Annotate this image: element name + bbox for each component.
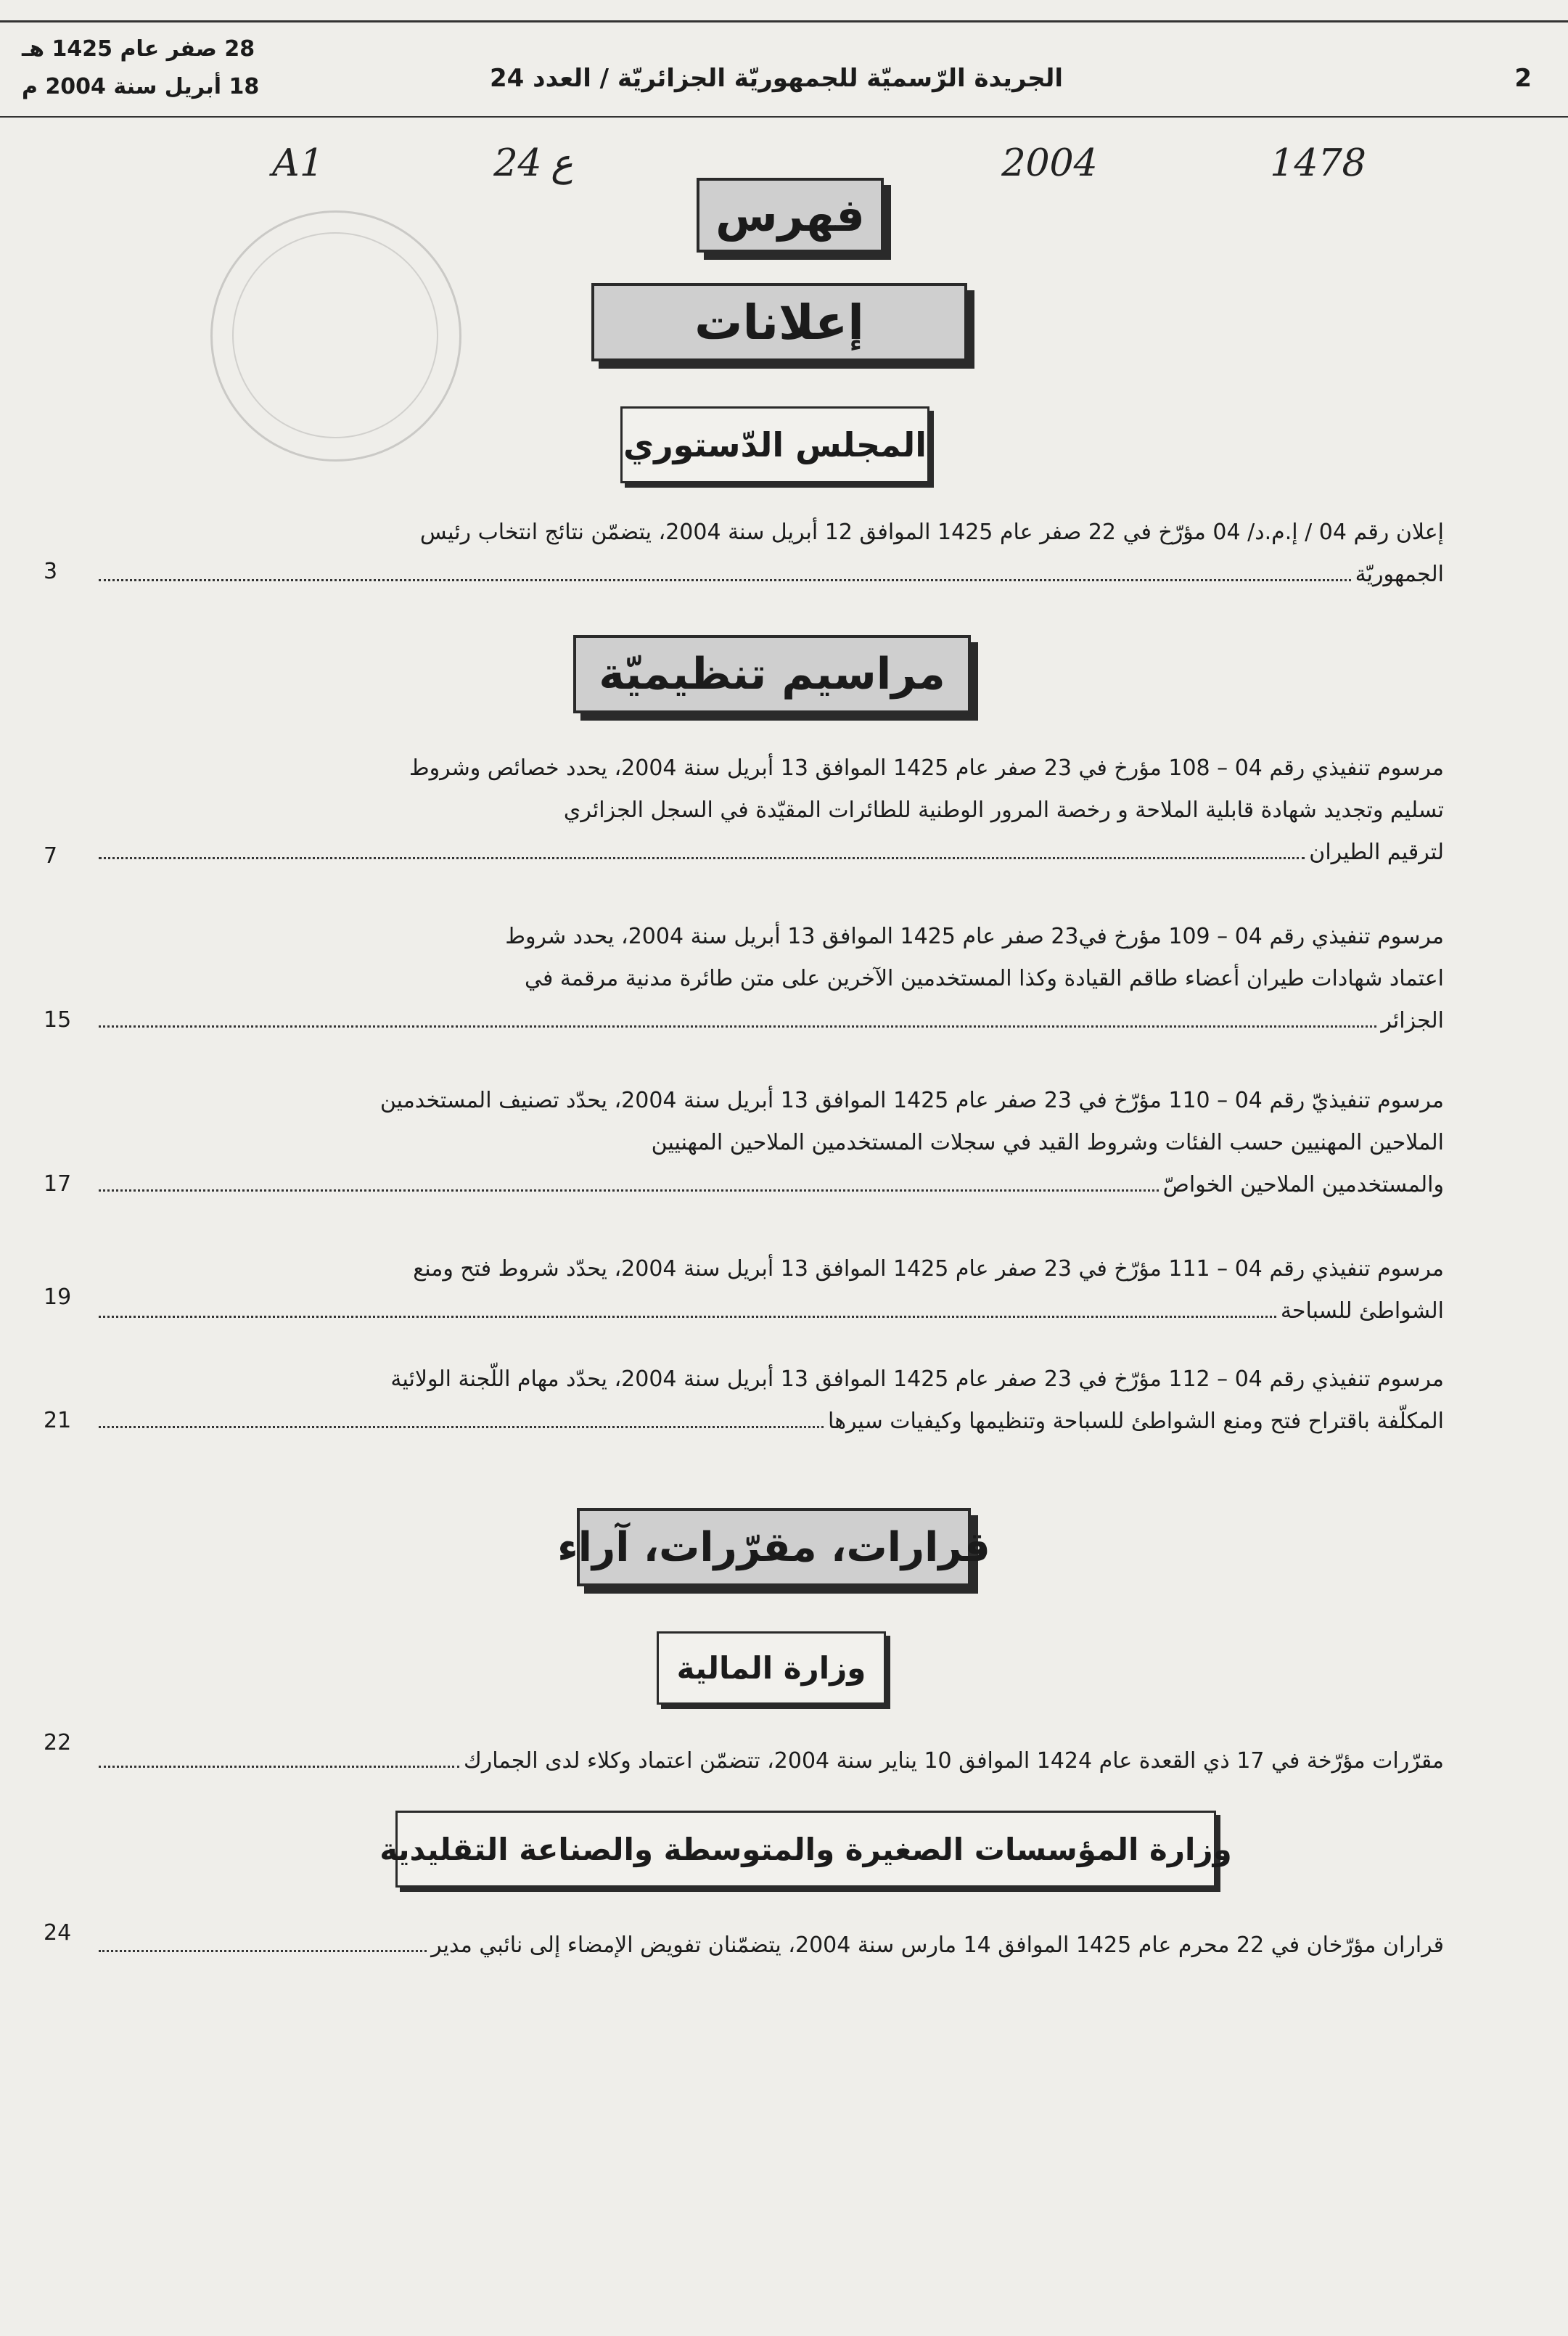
entry-line: الملاحين المهنيين حسب الفئات وشروط القيد في سجلات المستخدمين الملاحين المهنيين	[651, 1130, 1444, 1155]
entry-decree-112	[94, 1358, 1444, 1443]
entry-last-line	[94, 1740, 1444, 1782]
entry-tail: قراران مؤرّخان في 22 محرم عام 1425 الموافق 14 مارس سنة 2004، يتضمّنان تفويض الإمضاء إلى نائبي مدير	[431, 1933, 1444, 1958]
entry-sme-decisions	[94, 1925, 1444, 1967]
entry-line: مرسوم تنفيذي رقم 04 – 111 مؤرّخ في 23 صفر عام 1425 الموافق 13 أبريل سنة 2004، يحدّد شروط فتح ومنع	[413, 1256, 1444, 1282]
entry-line: مرسوم تنفيذي رقم 04 – 109 مؤرخ في23 صفر عام 1425 الموافق 13 أبريل سنة 2004، يحدد شروط	[505, 924, 1444, 949]
toc-title: فهرس	[697, 178, 884, 253]
dot-leader	[99, 1950, 427, 1952]
entry-decree-111	[94, 1248, 1444, 1332]
dot-leader	[99, 1025, 1376, 1028]
entry-decree-108	[94, 747, 1444, 874]
dot-leader	[99, 579, 1351, 581]
entry-last-line	[94, 1164, 1444, 1206]
subsection-title-ministry-sme: وزارة المؤسسات الصغيرة والمتوسطة والصناعة التقليدية	[395, 1811, 1216, 1888]
journal-title: الجريدة الرّسميّة للجمهوريّة الجزائريّة / العدد 24	[489, 64, 1063, 93]
entry-line: مرسوم تنفيذيّ رقم 04 – 110 مؤرّخ في 23 صفر عام 1425 الموافق 13 أبريل سنة 2004، يحدّد تصنيف المستخدمين	[379, 1088, 1444, 1113]
entry-line: اعتماد شهادات طيران أعضاء طاقم القيادة وكذا المستخدمين الآخرين على متن طائرة مدنية مرقمة في	[524, 966, 1444, 991]
dot-leader	[99, 857, 1305, 859]
dot-leader	[99, 1189, 1159, 1192]
section-title-regulatory-decrees: مراسيم تنظيميّة	[573, 635, 971, 713]
entry-line: مرسوم تنفيذي رقم 04 – 112 مؤرّخ في 23 صفر عام 1425 الموافق 13 أبريل سنة 2004، يحدّد مهام اللّجنة الولائية	[390, 1366, 1444, 1392]
subsection-title-ministry-finance: وزارة المالية	[657, 1631, 886, 1705]
entry-decree-110	[94, 1080, 1444, 1206]
page-ref: 22	[44, 1730, 72, 1755]
header-rule-top	[0, 20, 1568, 22]
page-ref: 24	[44, 1920, 72, 1946]
entry-last-line	[94, 1401, 1444, 1443]
entry-tail: الجمهوريّة	[1355, 562, 1444, 587]
page-ref: 17	[44, 1171, 72, 1197]
dot-leader	[99, 1316, 1276, 1318]
entry-decree-109	[94, 916, 1444, 1042]
handwritten-mark-right: 1478	[1265, 142, 1371, 185]
dot-leader	[99, 1766, 459, 1768]
entry-tail: مقرّرات مؤرّخة في 17 ذي القعدة عام 1424 الموافق 10 يناير سنة 2004، تتضمّن اعتماد وكلاء لدى الجمارك	[464, 1748, 1444, 1774]
subsection-title-constitutional-council: المجلس الدّستوري	[620, 406, 929, 483]
page-ref: 19	[44, 1284, 72, 1310]
entry-tail: المكلّفة باقتراح فتح ومنع الشواطئ للسباحة وتنظيمها وكيفيات سيرها	[828, 1409, 1444, 1434]
page-ref: 7	[44, 843, 58, 869]
handwritten-mark-left: A1	[267, 142, 329, 185]
entry-last-line	[94, 554, 1444, 596]
page-ref: 3	[44, 559, 58, 584]
entry-line: مرسوم تنفيذي رقم 04 – 108 مؤرخ في 23 صفر عام 1425 الموافق 13 أبريل سنة 2004، يحدد خصائص وشروط	[409, 755, 1444, 781]
gregorian-date: 18 أبريل سنة 2004 م	[22, 74, 260, 99]
stamp-inner-circle	[232, 232, 438, 438]
handwritten-mark-year: 2004	[996, 142, 1102, 185]
section-title-announcements: إعلانات	[591, 283, 967, 361]
handwritten-mark-mid: 24 ع	[488, 142, 581, 185]
entry-line: إعلان رقم 04 / إ.م.د/ 04 مؤرّخ في 22 صفر عام 1425 الموافق 12 أبريل سنة 2004، يتضمّن نتائج انتخاب رئيس	[419, 520, 1444, 545]
section-title-decisions: قرارات، مقرّرات، آراء	[577, 1508, 971, 1586]
page-ref: 21	[44, 1408, 72, 1433]
page-ref: 15	[44, 1007, 72, 1033]
entry-last-line	[94, 1290, 1444, 1332]
entry-tail: الشواطئ للسباحة	[1280, 1298, 1444, 1324]
header-rule	[0, 116, 1568, 118]
entry-tail: الجزائر	[1381, 1008, 1444, 1033]
entry-announcement-04	[94, 512, 1444, 596]
page-number: 2	[1514, 64, 1532, 93]
entry-last-line	[94, 1000, 1444, 1042]
dot-leader	[99, 1426, 824, 1428]
entry-tail: لترقيم الطيران	[1309, 840, 1444, 865]
entry-tail: والمستخدمين الملاحين الخواصّ	[1162, 1172, 1444, 1197]
entry-last-line	[94, 1925, 1444, 1967]
entry-line: تسليم وتجديد شهادة قابلية الملاحة و رخصة المرور الوطنية للطائرات المقيّدة في السجل الجزائري	[563, 798, 1444, 823]
entry-finance-decisions	[94, 1740, 1444, 1782]
hijri-date: 28 صفر عام 1425 هـ	[22, 36, 255, 62]
entry-last-line	[94, 832, 1444, 874]
